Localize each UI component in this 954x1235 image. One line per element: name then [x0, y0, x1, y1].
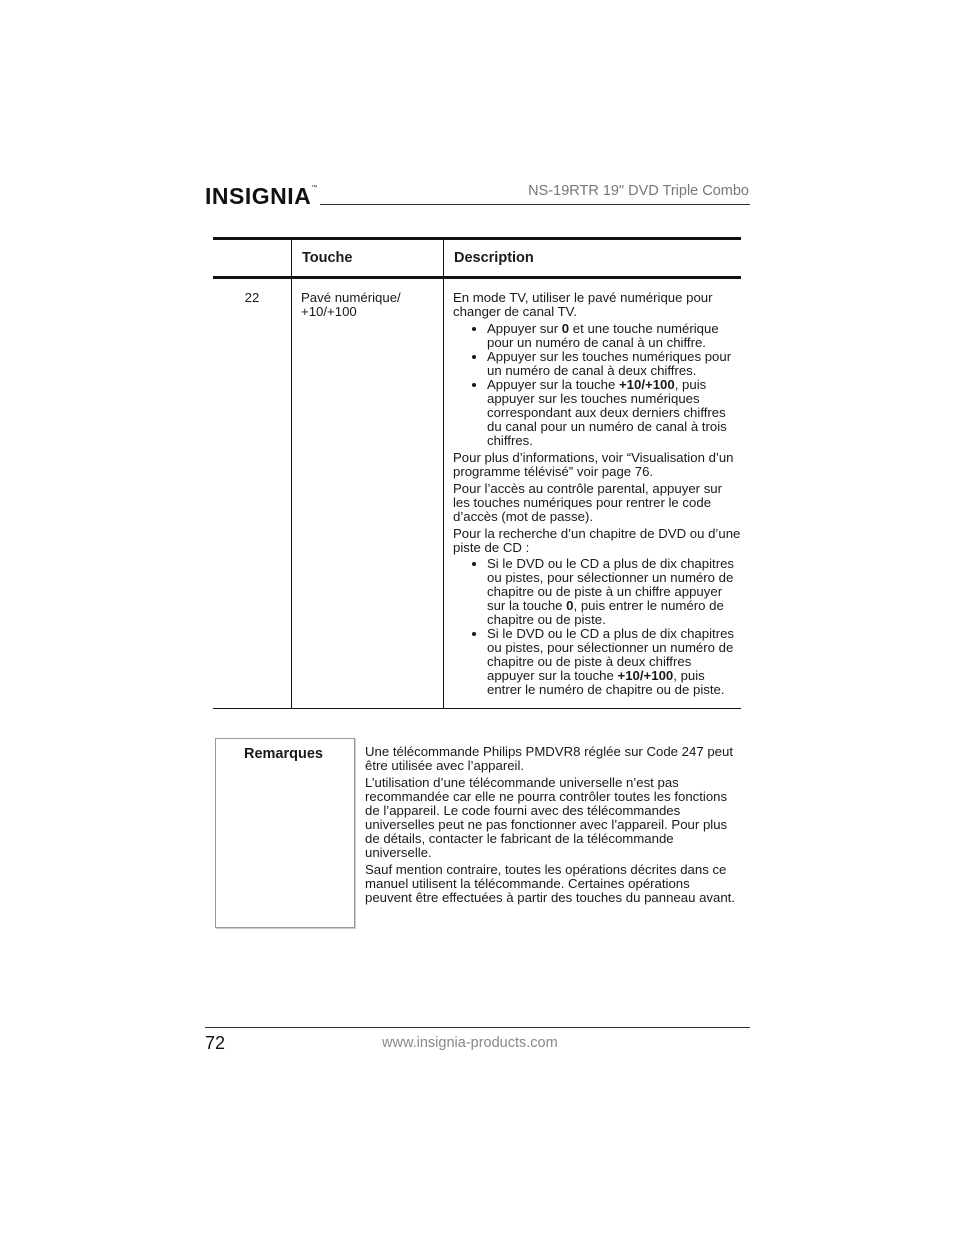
desc-search-intro: Pour la recherche d’un chapitre de DVD ou d’une piste de CD :	[453, 526, 741, 555]
desc-parental: Pour l’accès au contrôle parental, appuyer sur les touches numériques pour rentrer le code d’accès (mot de passe).	[453, 481, 723, 524]
row-key	[292, 278, 444, 709]
key-name-line2: +10/+100	[301, 304, 357, 319]
column-header-description: Description	[444, 239, 742, 278]
key-name-line1: Pavé numérique/	[301, 290, 401, 305]
desc-intro: En mode TV, utiliser le pavé numérique pour changer de canal TV.	[453, 290, 713, 319]
row-number: 22	[213, 278, 292, 709]
trademark-mark: ™	[311, 185, 318, 191]
table-row	[213, 278, 741, 709]
notes-label: Remarques	[244, 746, 323, 762]
footer-divider	[205, 1027, 750, 1028]
notes-box	[215, 738, 735, 928]
product-title: NS-19RTR 19" DVD Triple Combo	[528, 183, 749, 199]
column-header-key: Touche	[292, 239, 444, 278]
column-header-number	[213, 239, 292, 278]
row-description	[444, 278, 742, 709]
note-paragraph: Une télécommande Philips PMDVR8 réglée sur Code 247 peut être utilisée avec l’appareil.	[365, 744, 733, 773]
logo-text: INSIGNIA	[205, 183, 312, 209]
brand-logo	[205, 183, 318, 210]
list-item: • Appuyer sur la touche +10/+100, puis appuyer sur les touches numériques correspondant aux deux derniers chiffres du canal pour un numéro de canal à trois chiffres.	[487, 378, 741, 448]
remote-keys-table	[213, 237, 741, 709]
desc-more-info: Pour plus d’informations, voir “Visualisation d’un programme télévisé” voir page 76.	[453, 450, 734, 479]
table-header-row	[213, 239, 741, 278]
note-paragraph: L’utilisation d’une télécommande universelle n’est pas recommandée car elle ne pourra contrôler toutes les fonctions de l’appareil. Le code fourni avec des télécommandes universelles peut ne pas fonctionner avec l’appareil. Pour plus de détails, contacter le fabricant de la télécommande universelle.	[365, 775, 728, 860]
list-item: • Appuyer sur les touches numériques pour un numéro de canal à deux chiffres.	[487, 350, 741, 378]
list-item: • Si le DVD ou le CD a plus de dix chapitres ou pistes, pour sélectionner un numéro de chapitre ou de piste à deux chiffres appuyer sur la touche +10/+100, puis entrer le numéro de chapitre ou de piste.	[487, 627, 741, 697]
header-divider	[320, 204, 750, 205]
notes-body	[365, 745, 737, 908]
list-item: • Si le DVD ou le CD a plus de dix chapitres ou pistes, pour sélectionner un numéro de chapitre ou de piste à un chiffre appuyer sur la touche 0, puis entrer le numéro de chapitre ou de piste.	[487, 557, 741, 627]
note-paragraph: Sauf mention contraire, toutes les opérations décrites dans ce manuel utilisent la télécommande. Certaines opérations peuvent être effectuées à partir des touches du panneau avant.	[365, 862, 736, 905]
page-number: 72	[205, 1033, 226, 1053]
dvd-bullet-list	[453, 557, 741, 697]
footer-url: www.insignia-products.com	[382, 1035, 558, 1051]
tv-bullet-list	[453, 322, 741, 448]
list-item: • Appuyer sur 0 et une touche numérique pour un numéro de canal à un chiffre.	[487, 322, 741, 350]
notes-label-frame	[215, 738, 355, 928]
